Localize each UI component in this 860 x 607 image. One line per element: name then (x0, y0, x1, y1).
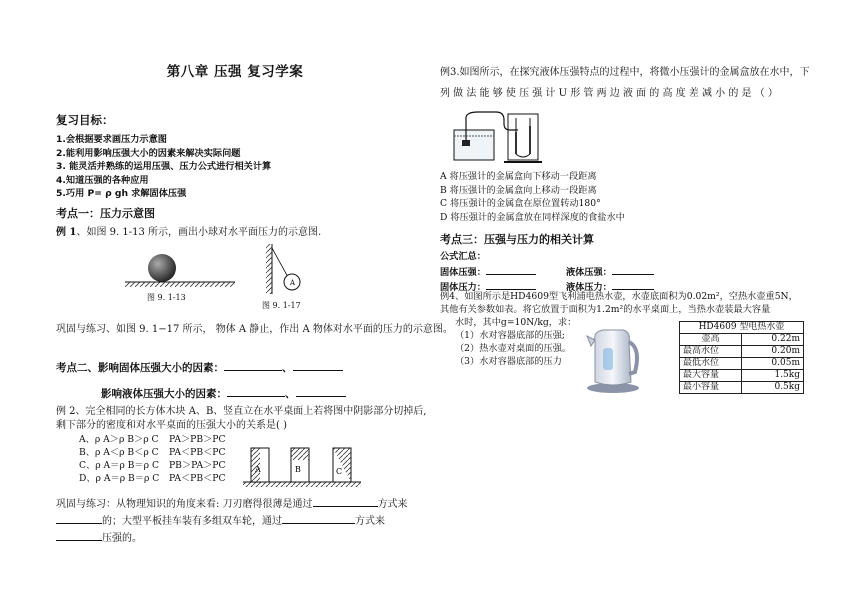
example1 (56, 226, 321, 240)
block-label: C (336, 467, 343, 476)
hanging-ball-figure (252, 242, 312, 300)
block-label: A (255, 465, 261, 474)
goals-heading: 复习目标： (56, 113, 114, 127)
table-title: HD4609 型电热水壶 (680, 322, 804, 334)
fig1-caption: 图 9. 1-13 (147, 293, 186, 302)
practice2: 巩固与练习：从物理知识的角度来看: 刀刃磨得很薄是通过 方式来 的；大型平板挂车装有多组双车轮，通过 方式来 压强的。 (56, 496, 408, 547)
practice1: 巩固与练习、如图 9. 1−17 所示， 物体 A 静止，作出 A 物体对水平面的压力的示意图。 (56, 324, 453, 335)
example4: 例4、如图所示是HD4609型飞利浦电热水壶，水壶底面积为0.02m²，空热水壶重5N， 其他有关参数如表。将它放置于面积为1.2m²的水平桌面上，当热水壶装最大容量 (440, 291, 798, 315)
blocks-figure (243, 440, 363, 488)
ball (148, 254, 176, 282)
ball-figure (125, 252, 245, 292)
point1-heading: 考点一：压力示意图 (56, 207, 155, 220)
table-row: 最高水位 0.20m (680, 346, 804, 358)
example2-options: A、ρ A＞ρ B＞ρ C PA＞PB＞PC B、ρ A＜ρ B＜ρ C PA＜PB＜PC C、ρ A＝ρ B＝ρ C PB＞PA＞PC D、ρ A＝ρ B＝ρ C PA＜PB＜PC (79, 434, 226, 484)
point2-subheading: 影响液体压强大小的因素： 、 (101, 386, 346, 401)
table-row: 最大容量 1.5kg (680, 370, 804, 382)
example3: 例3.如图所示，在探究液体压强特点的过程中，将微小压强计的金属盒放在水中，下 列 做 法 能 够 使 压 强 计 U 形 管 两 边 液 面 的 高 度 差 减 小 的 是 （ ） (440, 67, 810, 99)
goal-item: 1.会根据要求画压力示意图 (56, 134, 167, 145)
fig2-caption: 图 9. 1-17 (262, 301, 301, 310)
kettle-spec-table (679, 321, 804, 394)
goals-list (56, 133, 271, 201)
svg-text:A: A (290, 279, 296, 287)
goal-item: 2.能利用影响压强大小的因素来解决实际问题 (56, 147, 241, 159)
formula-block: 公式汇总： 固体压强： 液体压强： 固体压力： 液体压力： (440, 251, 654, 295)
example2: 例 2、完全相同的长方体木块 A、B、竖直立在水平桌面上若将图中阴影部分切掉后, 剩下部分的密度和对水平桌面的压强大小的关系是( ) (56, 406, 427, 431)
example1-text: 、如图 9. 1-13 所示，画出小球对水平面压力的示意图. (76, 227, 322, 238)
example1-label: 例 1 (56, 227, 77, 238)
goal-item: 3. 能灵活并熟练的运用压强、压力公式进行相关计算 (56, 161, 272, 172)
table-row: 最小容量 0.5kg (680, 382, 804, 394)
goal-item: 4.知道压强的各种应用 (56, 174, 149, 186)
point2-heading: 考点二、影响固体压强大小的因素： 、 (56, 360, 343, 375)
goal-item: 5.巧用 P= ρ gh 求解固体压强 (56, 188, 187, 199)
pressure-gauge-figure (448, 110, 558, 165)
block-label: B (295, 465, 301, 474)
table-row: 壶高 0.22m (680, 334, 804, 346)
kettle-image (583, 322, 643, 394)
example3-options: A 将压强计的金属盒向下移动一段距离 B 将压强计的金属盒向上移动一段距离 C 将压强计的金属盒在原位置转动180° D 将压强计的金属盒放在同样深度的食盐水中 (440, 171, 625, 223)
page-title: 第八章 压强 复习学案 (166, 64, 304, 80)
example4-questions: 水时，其中g=10N/kg，求： （1）水对容器底部的压强; （2）热水壶对桌面的压强。 （3）水对容器底部的压力 (455, 317, 577, 367)
point3-heading: 考点三：压强与压力的相关计算 (440, 233, 594, 246)
table-row: 最低水位 0.05m (680, 358, 804, 370)
